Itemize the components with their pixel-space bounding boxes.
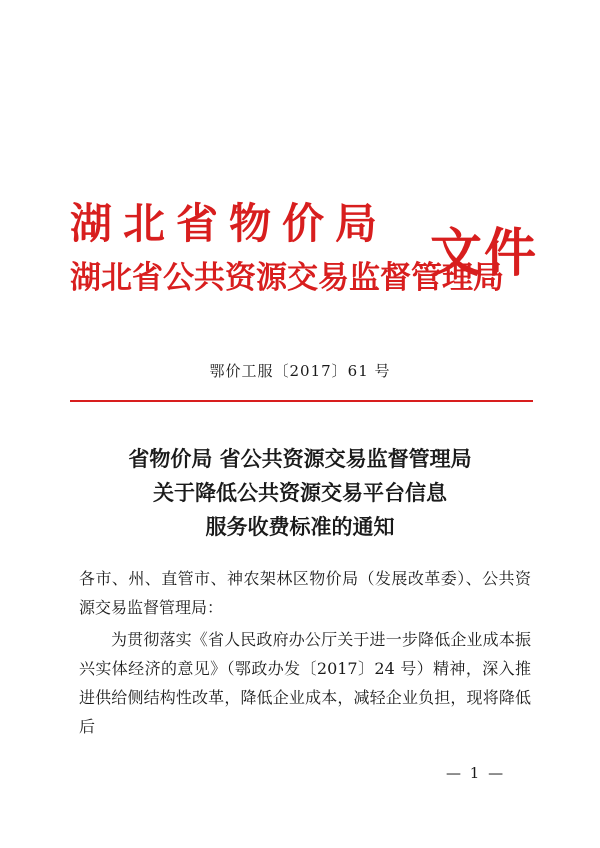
issuer-name-price-bureau: 湖北省物价局 <box>70 199 389 248</box>
body-paragraph-1: 为贯彻落实《省人民政府办公厅关于进一步降低企业成本振兴实体经济的意见》（鄂政办发〔2017〕24 号）精神，深入推进供给侧结构性改革，降低企业成本，减轻企业负担，现将降低后 <box>79 630 531 736</box>
title-line-2: 关于降低公共资源交易平台信息 <box>153 481 447 505</box>
addressee-paragraph: 各市、州、直管市、神农架林区物价局（发展改革委）、公共资源交易监督管理局： <box>79 569 531 617</box>
title-line-1: 省物价局 省公共资源交易监督管理局 <box>128 447 472 471</box>
document-type-label: 文件 <box>430 223 539 284</box>
document-title <box>0 442 600 544</box>
title-line-3: 服务收费标准的通知 <box>205 515 395 539</box>
issuer-name-resource-bureau: 湖北省公共资源交易监督管理局 <box>70 260 504 296</box>
document-number: 鄂价工服〔2017〕61 号 <box>209 362 391 380</box>
page-number: — 1 — <box>446 764 506 782</box>
document-body <box>79 564 531 741</box>
red-divider-line <box>70 400 533 402</box>
